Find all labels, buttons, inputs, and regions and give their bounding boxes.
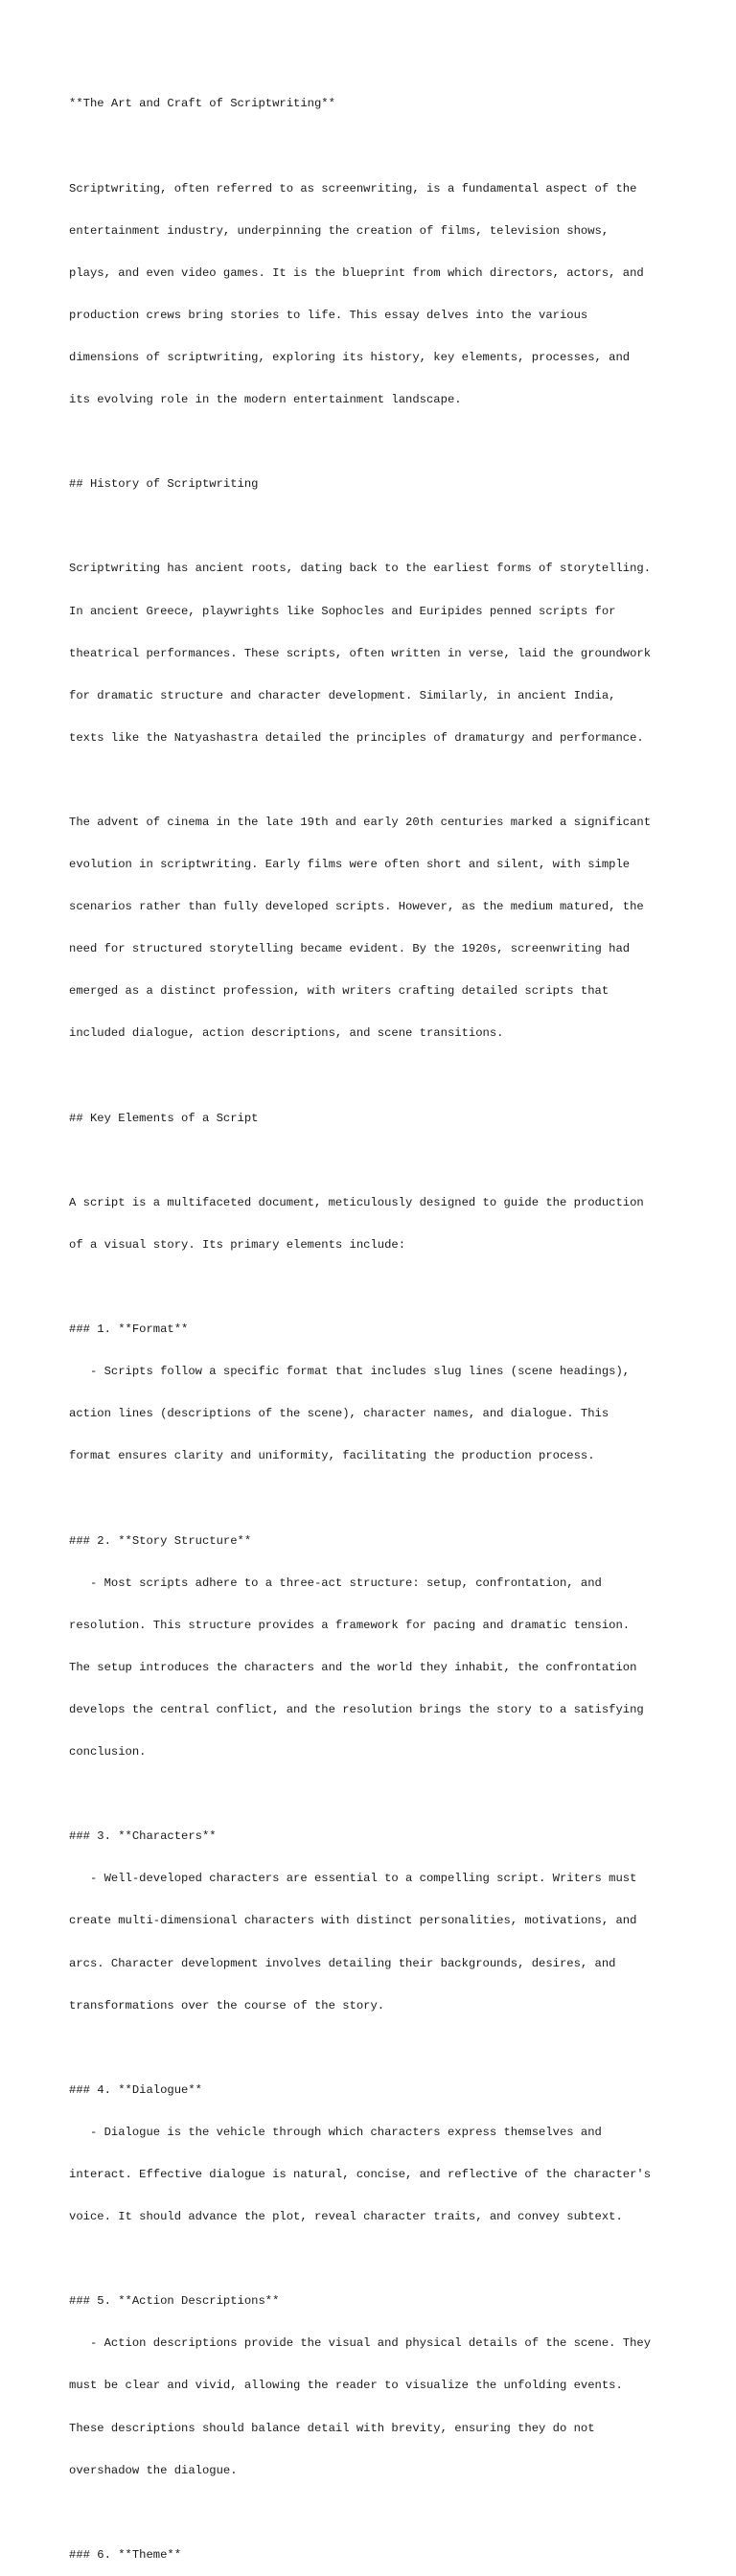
subheading-theme: ### 6. **Theme** xyxy=(69,2547,182,2562)
blank-line xyxy=(69,1787,682,1802)
history-paragraph-line: texts like the Natyashastra detailed the principles of dramaturgy and performance. xyxy=(69,730,644,745)
cinema-paragraph-line: emerged as a distinct profession, with writers crafting detailed scripts that xyxy=(69,984,610,999)
intro-paragraph-line: plays, and even video games. It is the blueprint from which directors, actors, and xyxy=(69,265,644,280)
elements-intro-line: of a visual story. Its primary elements include: xyxy=(69,1237,406,1252)
blank-line xyxy=(69,2041,682,2056)
dialogue-text-line: voice. It should advance the plot, reveal character traits, and convey subtext. xyxy=(69,2210,623,2224)
action-descriptions-text-line: overshadow the dialogue. xyxy=(69,2463,238,2477)
story-structure-text-line: resolution. This structure provides a framework for pacing and dramatic tension. xyxy=(69,1618,631,1632)
cinema-paragraph-line: included dialogue, action descriptions, and scene transitions. xyxy=(69,1026,504,1041)
story-structure-text-line: conclusion. xyxy=(69,1745,147,1760)
story-structure-text-line: The setup introduces the characters and the world they inhabit, the confrontation xyxy=(69,1660,637,1674)
action-descriptions-text-line: These descriptions should balance detail with brevity, ensuring they do not xyxy=(69,2421,595,2435)
blank-line xyxy=(69,1492,682,1506)
subheading-format: ### 1. **Format** xyxy=(69,1322,189,1337)
blank-line xyxy=(69,519,682,534)
action-descriptions-text-line: - Action descriptions provide the visual and physical details of the scene. They xyxy=(69,2336,652,2351)
dialogue-text-line: - Dialogue is the vehicle through which characters express themselves and xyxy=(69,2125,602,2139)
blank-line xyxy=(69,1154,682,1168)
subheading-dialogue: ### 4. **Dialogue** xyxy=(69,2082,202,2097)
section-heading-history: ## History of Scriptwriting xyxy=(69,477,259,492)
story-structure-text-line: develops the central conflict, and the resolution brings the story to a satisfying xyxy=(69,1702,644,1716)
cinema-paragraph-line: need for structured storytelling became evident. By the 1920s, screenwriting had xyxy=(69,942,631,956)
cinema-paragraph-line: evolution in scriptwriting. Early films were often short and silent, with simple xyxy=(69,858,631,872)
blank-line xyxy=(69,2252,682,2266)
dialogue-text-line: interact. Effective dialogue is natural, concise, and reflective of the character's xyxy=(69,2168,652,2181)
section-heading-key-elements: ## Key Elements of a Script xyxy=(69,1111,259,1125)
characters-text-line: - Well-developed characters are essential to a compelling script. Writers must xyxy=(69,1872,637,1886)
action-descriptions-text-line: must be clear and vivid, allowing the reader to visualize the unfolding events. xyxy=(69,2379,623,2393)
subheading-story-structure: ### 2. **Story Structure** xyxy=(69,1533,252,1548)
document-page xyxy=(69,69,682,2576)
blank-line xyxy=(69,1070,682,1084)
blank-line xyxy=(69,2506,682,2520)
intro-paragraph-line: production crews bring stories to life. This essay delves into the various xyxy=(69,308,588,322)
story-structure-text-line: - Most scripts adhere to a three-act structure: setup, confrontation, and xyxy=(69,1576,602,1590)
cinema-paragraph-line: The advent of cinema in the late 19th and early 20th centuries marked a significant xyxy=(69,816,652,829)
intro-paragraph-line: its evolving role in the modern entertainment landscape. xyxy=(69,393,462,407)
intro-paragraph-line: dimensions of scriptwriting, exploring its history, key elements, processes, and xyxy=(69,350,631,364)
intro-paragraph-line: Scriptwriting, often referred to as screenwriting, is a fundamental aspect of the xyxy=(69,181,637,196)
cinema-paragraph-line: scenarios rather than fully developed scripts. However, as the medium matured, the xyxy=(69,900,644,914)
characters-text-line: arcs. Character development involves detailing their backgrounds, desires, and xyxy=(69,1956,616,1970)
format-text-line: format ensures clarity and uniformity, facilitating the production process. xyxy=(69,1449,595,1463)
characters-text-line: transformations over the course of the story. xyxy=(69,1998,385,2012)
elements-intro-line: A script is a multifaceted document, meticulously designed to guide the production xyxy=(69,1195,644,1209)
blank-line xyxy=(69,435,682,449)
document-title: **The Art and Craft of Scriptwriting** xyxy=(69,97,335,111)
history-paragraph-line: In ancient Greece, playwrights like Sophocles and Euripides penned scripts for xyxy=(69,604,616,618)
characters-text-line: create multi-dimensional characters with distinct personalities, motivations, and xyxy=(69,1914,637,1928)
format-text-line: - Scripts follow a specific format that includes slug lines (scene headings), xyxy=(69,1365,631,1379)
blank-line xyxy=(69,140,682,154)
history-paragraph-line: theatrical performances. These scripts, often written in verse, laid the groundwork xyxy=(69,646,652,660)
blank-line xyxy=(69,1280,682,1295)
history-paragraph-line: Scriptwriting has ancient roots, dating back to the earliest forms of storytelling. xyxy=(69,562,652,576)
subheading-action-descriptions: ### 5. **Action Descriptions** xyxy=(69,2294,280,2309)
history-paragraph-line: for dramatic structure and character development. Similarly, in ancient India, xyxy=(69,688,616,702)
format-text-line: action lines (descriptions of the scene), character names, and dialogue. This xyxy=(69,1407,610,1421)
intro-paragraph-line: entertainment industry, underpinning the creation of films, television shows, xyxy=(69,223,610,238)
subheading-characters: ### 3. **Characters** xyxy=(69,1829,217,1844)
blank-line xyxy=(69,773,682,788)
